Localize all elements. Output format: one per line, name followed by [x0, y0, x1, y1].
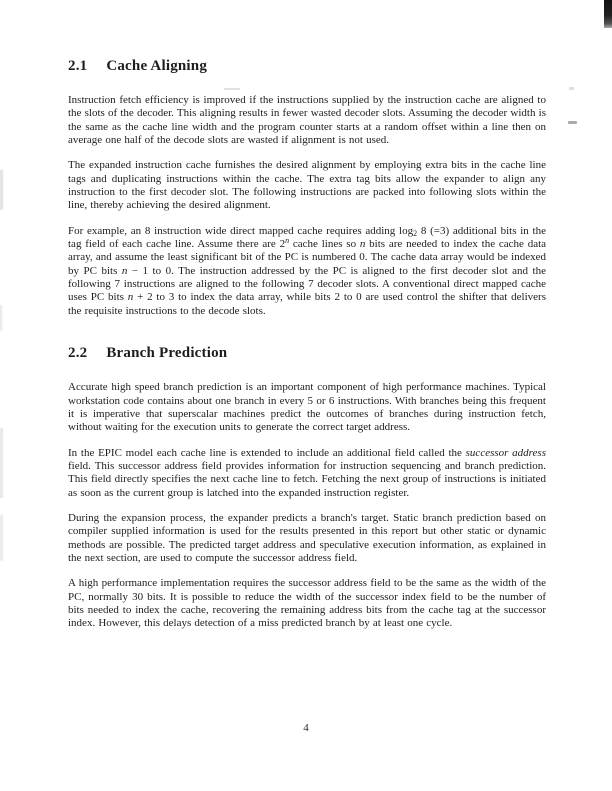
text-segment: n: [359, 238, 366, 251]
text-segment: n: [121, 264, 128, 277]
text-segment: + 2 to 3 to index the data array, while bits 2 to 0 are used control the shifter that delivers the requisite instructions to the decode slots.: [68, 291, 546, 317]
text-segment: cache lines so: [289, 238, 360, 251]
section-heading: [68, 57, 546, 75]
paragraph: [68, 381, 546, 434]
scan-artifact-speck: [568, 121, 577, 124]
page-content: [68, 0, 546, 643]
text-segment: Instruction fetch efficiency is improved if the instructions supplied by the instruction cache are aligned to the slots of the decoder. This aligning results in fewer wasted decoder slots. Assuming the decoder width is the same as the cache line width and the program counter starts at a random offset within a line then on average one half of the decode slots are wasted if alignment is not used.: [68, 94, 546, 147]
paragraph: [68, 577, 546, 630]
text-segment: 8 (=3) additional bits in the tag field of each cache line. Assume there are 2: [68, 224, 546, 251]
section-heading: [68, 344, 546, 362]
text-segment: n: [285, 236, 290, 246]
text-segment: n: [127, 291, 134, 304]
section-title: Cache Aligning: [106, 58, 208, 74]
paragraph: [68, 512, 546, 565]
text-segment: − 1 to 0. The instruction addressed by the PC is aligned to the first decoder slot and the following 7 instructions are aligned to the following 7 decoder slots. A conventional direct mapped cache uses PC bits: [68, 264, 546, 304]
text-segment: 2: [413, 228, 418, 238]
paragraph: [68, 447, 546, 500]
scan-artifact-top-right: [604, 0, 612, 28]
text-segment: A high performance implementation requires the successor address field to be the same as the width of the PC, normally 30 bits. It is possible to reduce the width of the successor index field to be the number of bits needed to index the cache, recovering the remaining address bits from the cache tag at the successor index. However, this delays detection of a miss predicted branch by at least one cycle.: [68, 577, 546, 630]
scan-artifact-speck: [569, 87, 574, 90]
text-segment: For example, an 8 instruction wide direct mapped cache requires adding log: [68, 224, 414, 237]
text-segment: In the EPIC model each cache line is extended to include an additional field called the: [68, 446, 466, 459]
text-segment: successor address: [465, 446, 546, 459]
section-cache-aligning: [68, 57, 546, 318]
scan-artifact-left-edge: [0, 170, 3, 210]
section-branch-prediction: [68, 344, 546, 631]
scan-artifact-left-edge: [0, 305, 2, 331]
paragraph: [68, 225, 546, 318]
text-segment: The expanded instruction cache furnishes the desired alignment by employing extra bits in the cache line tags and duplicating instructions within the cache. The extra tag bits allow the expander to align any instruction to the first decoder slot. The following instructions are packed into following slots within the line, thereby achieving the desired alignment.: [68, 159, 546, 212]
text-segment: Accurate high speed branch prediction is an important component of high performance machines. Typical workstation code contains about one branch in every 5 or 6 instructions. With branches being this frequent it is imperative that superscalar machines predict the outcomes of branches during instruction fetch, without waiting for the execution units to generate the correct target address.: [68, 381, 546, 434]
text-segment: field. This successor address field provides information for instruction sequencing and branch prediction. This field directly specifies the next cache line to fetch. Fetching the next group of instructions is initiated as soon as the current group is latched into the expanded instruction register.: [68, 459, 546, 499]
section-number: 2.2: [68, 345, 88, 362]
page-number: 4: [303, 722, 309, 734]
text-segment: bits are needed to index the cache data array, and assume the least significant bit of the PC is numbered 0. The cache data array would be indexed by PC bits: [68, 238, 547, 277]
section-number: 2.1: [68, 58, 88, 74]
scan-artifact-left-edge: [0, 515, 3, 561]
text-segment: During the expansion process, the expander predicts a branch's target. Static branch prediction based on compiler supplied information is used for the results presented in this report but other static or dynamic methods are possible. The predicted target address and speculative execution information, as explained in the next section, are used to compute the successor address field.: [68, 511, 546, 564]
paragraph: [68, 159, 546, 212]
paragraph: [68, 94, 546, 147]
scan-artifact-left-edge: [0, 428, 3, 498]
section-title: Branch Prediction: [106, 345, 228, 362]
